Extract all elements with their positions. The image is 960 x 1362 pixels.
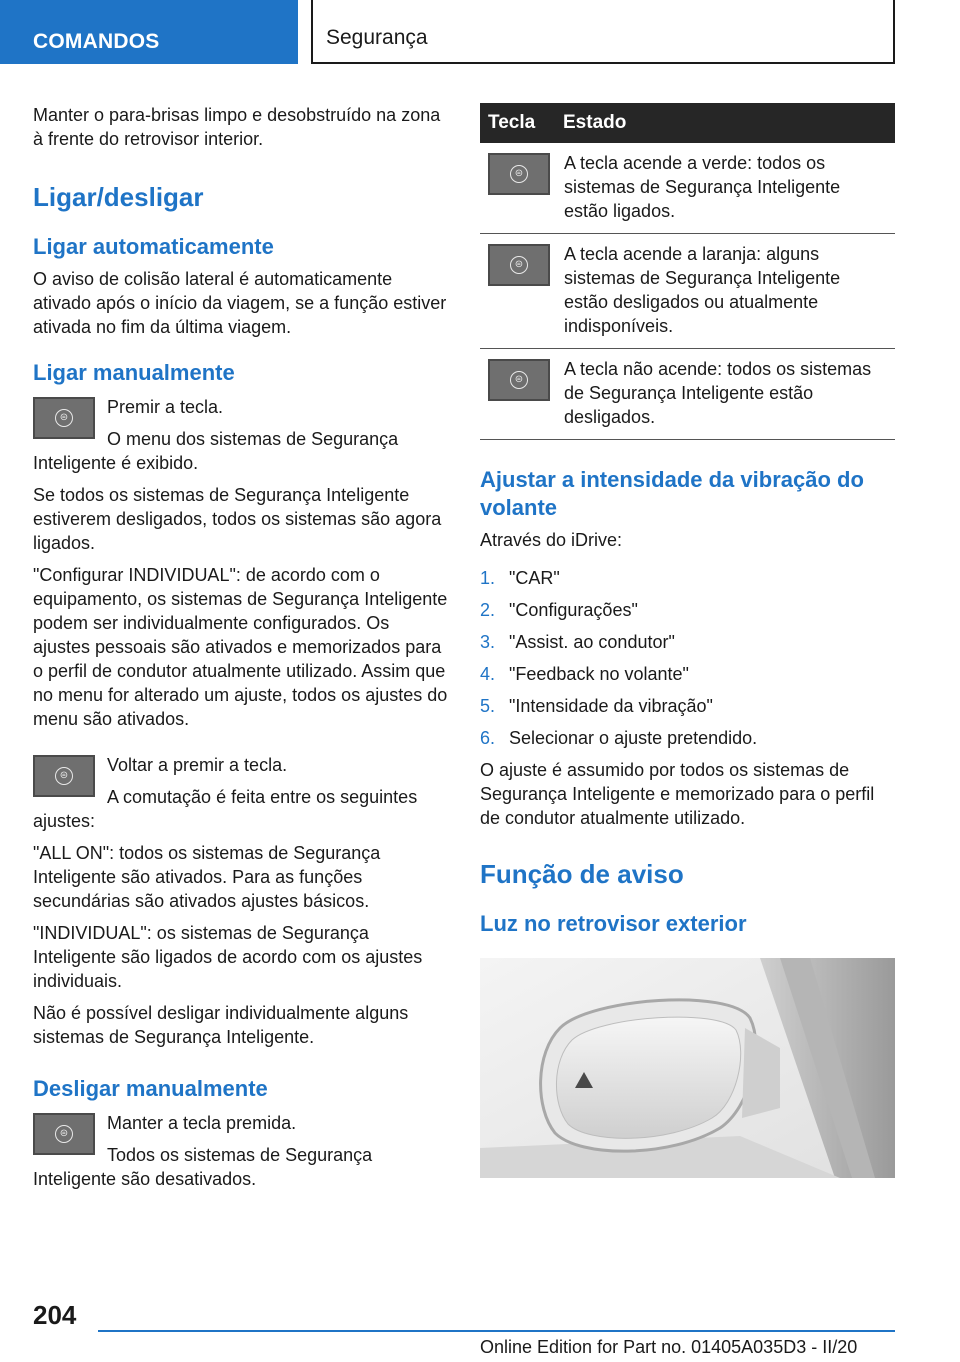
footer-rule (98, 1330, 895, 1332)
press-again-all-on: "ALL ON": todos os sistemas de Segurança Inteligente são ativados. Para as funções secundárias são ativados ajustes básicos. (33, 843, 381, 911)
table-cell-state: A tecla acende a laranja: alguns sistemas de Segurança Inteligente estão desligados ou atualmente indisponíveis. (555, 234, 895, 349)
manual-off-step: Manter a tecla premida. (107, 1113, 297, 1133)
manual-off-block (33, 1111, 448, 1199)
right-column (480, 103, 895, 1183)
edition-text: Online Edition for Part no. 01405A035D3 - II/20 (480, 1337, 858, 1357)
page-number: 204 (33, 1300, 77, 1330)
press-again-block (33, 753, 448, 841)
heading-auto-on: Ligar automaticamente (33, 234, 274, 259)
table-cell-state: A tecla não acende: todos os sistemas de Segurança Inteligente estão desligados. (555, 349, 895, 440)
list-item: 2. "Configurações" (480, 600, 638, 620)
press-again-note: Não é possível desligar individualmente alguns sistemas de Segurança Inteligente. (33, 1003, 409, 1047)
list-item: 1. "CAR" (480, 568, 560, 588)
manual-on-step: Premir a tecla. (107, 397, 224, 417)
manual-on-individual: "Configurar INDIVIDUAL": de acordo com o equipamento, os sistemas de Segurança Inteligente podem ser individualmente configurados. Os ajustes pessoais são ativados e memorizados para o perfil de condutor atualmente utilizado. Assim que no menu for alterado um ajuste, todos os ajustes do menu são ativados. (33, 565, 448, 729)
press-again-individual: "INDIVIDUAL": os sistemas de Segurança Inteligente são ligados de acordo com os ajustes individuais. (33, 923, 423, 991)
list-item: 5. "Intensidade da vibração" (480, 696, 713, 716)
after-steps-text: O ajuste é assumido por todos os sistemas de Segurança Inteligente e memorizado para o perfil de condutor atualmente utilizado. (480, 760, 875, 828)
table-header-key: Tecla (480, 103, 555, 143)
intro-text: Manter o para-brisas limpo e desobstruído na zona à frente do retrovisor interior. (33, 105, 441, 149)
table-row (480, 143, 895, 234)
manual-off-result: Todos os sistemas de Segurança Inteligente são desativados. (33, 1145, 373, 1189)
heading-manual-off: Desligar manualmente (33, 1076, 268, 1101)
section-tab: COMANDOS (0, 0, 298, 64)
left-column (33, 103, 448, 1199)
list-item: 3. "Assist. ao condutor" (480, 632, 675, 652)
page-title: Segurança (326, 26, 428, 49)
press-again-toggle: A comutação é feita entre os seguintes ajustes: (33, 787, 418, 831)
via-idrive: Através do iDrive: (480, 530, 623, 550)
side-mirror-illustration (480, 958, 895, 1178)
safety-button-icon: ⊜ (33, 1113, 95, 1155)
table-row (480, 349, 895, 440)
idrive-steps (480, 566, 895, 750)
table-cell-state: A tecla acende a verde: todos os sistemas de Segurança Inteligente estão ligados. (555, 143, 895, 234)
heading-mirror-light: Luz no retrovisor exterior (480, 911, 747, 936)
key-state-table (480, 103, 895, 440)
heading-vibration: Ajustar a intensidade da vibração do volante (480, 467, 864, 520)
heading-manual-on: Ligar manualmente (33, 360, 235, 385)
table-row (480, 234, 895, 349)
safety-button-green-icon: ⊜ (488, 153, 550, 195)
list-item: 6. Selecionar o ajuste pretendido. (480, 728, 758, 748)
list-item: 4. "Feedback no volante" (480, 664, 689, 684)
manual-on-block (33, 395, 448, 483)
safety-button-orange-icon: ⊜ (488, 244, 550, 286)
heading-warning: Função de aviso (480, 859, 684, 889)
manual-on-menu: O menu dos sistemas de Segurança Inteligente é exibido. (33, 429, 399, 473)
safety-button-icon: ⊜ (33, 397, 95, 439)
safety-button-off-icon: ⊜ (488, 359, 550, 401)
table-header-state: Estado (555, 103, 895, 143)
heading-on-off: Ligar/desligar (33, 182, 204, 212)
auto-on-text: O aviso de colisão lateral é automaticamente ativado após o início da viagem, se a função estiver ativada no fim da última viagem. (33, 269, 447, 337)
safety-button-icon: ⊜ (33, 755, 95, 797)
manual-on-all: Se todos os sistemas de Segurança Inteligente estiverem desligados, todos os sistemas são agora ligados. (33, 485, 442, 553)
press-again-step: Voltar a premir a tecla. (107, 755, 288, 775)
